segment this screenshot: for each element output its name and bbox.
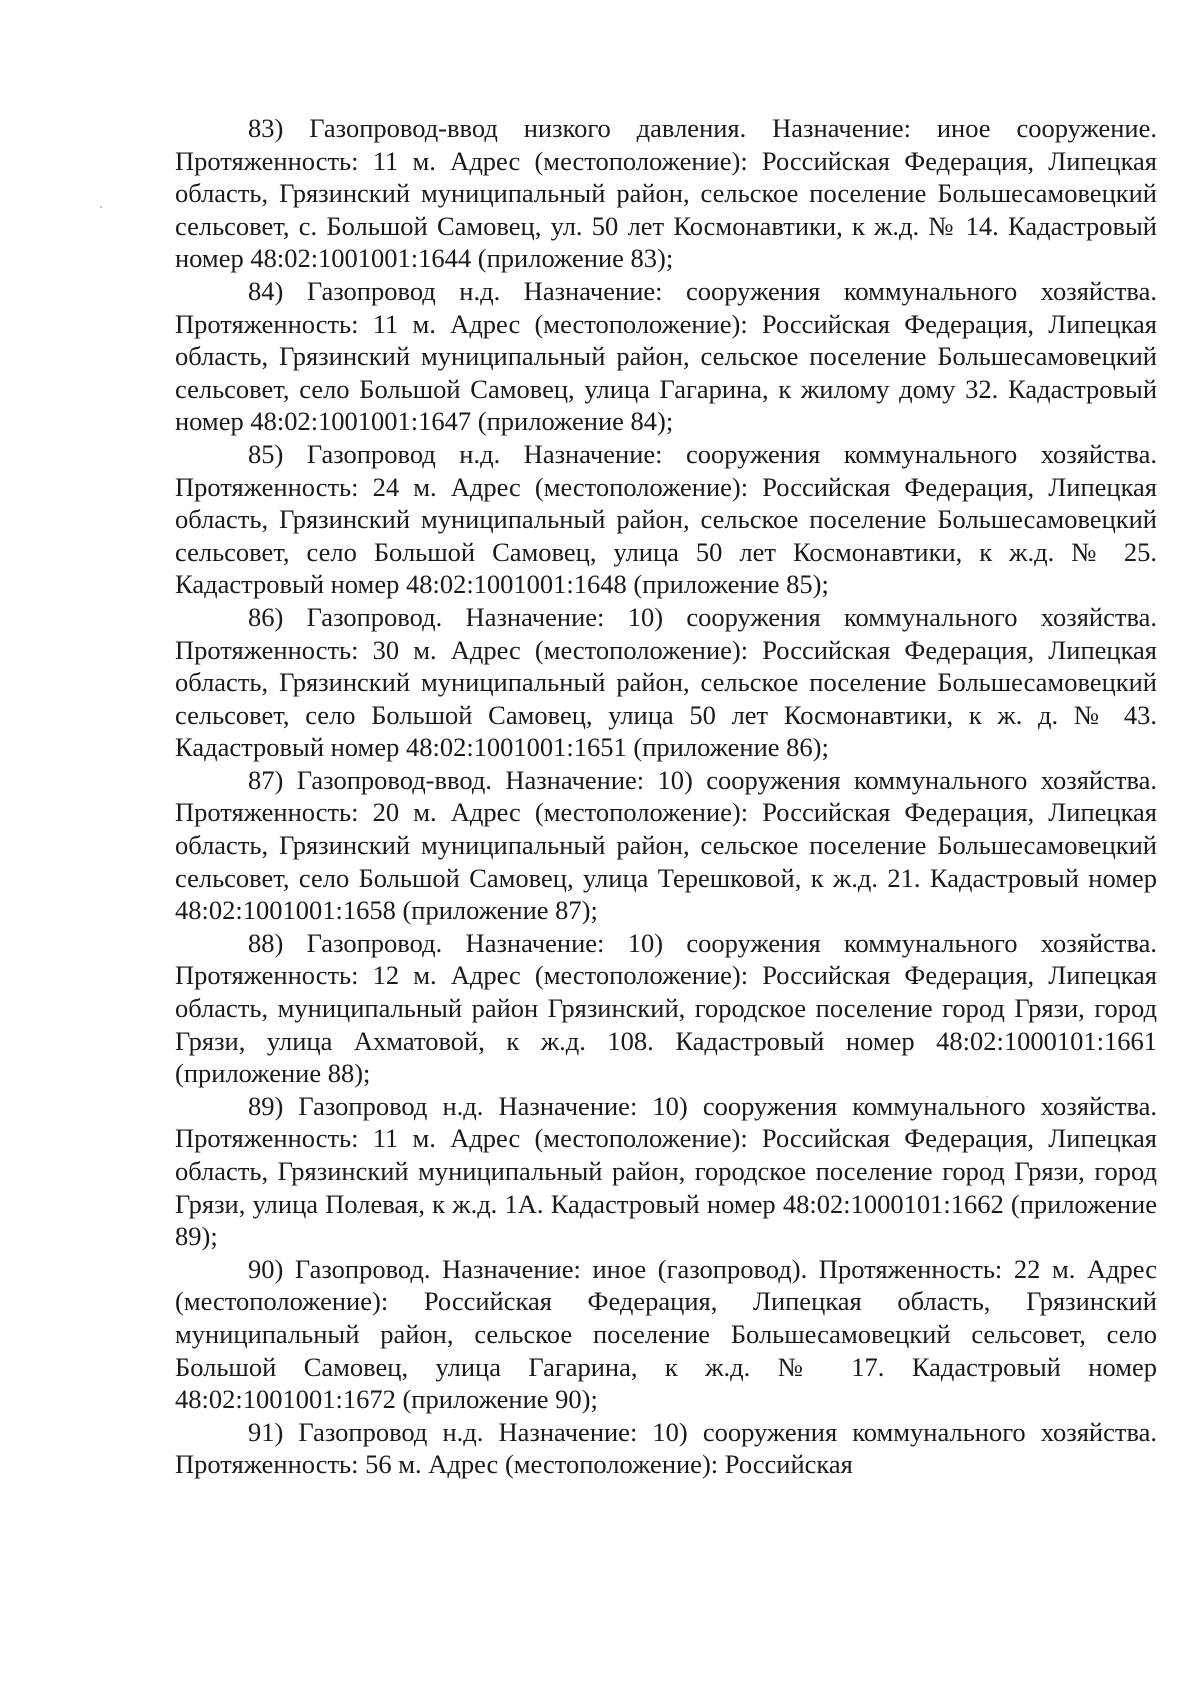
list-item-87: 87) Газопровод-ввод. Назначение: 10) сооружения коммунального хозяйства. Протяженность: 20 м. Адрес (местоположение): Российская Федерация, Липецкая область, Грязинский муниципальный район, сельское поселение Большесамовецкий сельсовет, село Большой Самовец, улица Терешковой, к ж.д. 21. Кадастровый номер 48:02:1001001:1658 (приложение 87);: [175, 764, 1157, 926]
list-item-91: 91) Газопровод н.д. Назначение: 10) сооружения коммунального хозяйства. Протяженность: 56 м. Адрес (местоположение): Российская: [175, 1416, 1157, 1480]
scan-speck: [100, 206, 102, 208]
list-item-84: 84) Газопровод н.д. Назначение: сооружения коммунального хозяйства. Протяженность: 11 м. Адрес (местоположение): Российская Федерация, Липецкая область, Грязинский муниципальный район, сельское поселение Большесамовецкий сельсовет, село Большой Самовец, улица Гагарина, к жилому дому 32. Кадастровый номер 48:02:1001001:1647 (приложение 84);: [175, 275, 1157, 437]
list-item-85: 85) Газопровод н.д. Назначение: сооружения коммунального хозяйства. Протяженность: 24 м. Адрес (местоположение): Российская Федерация, Липецкая область, Грязинский муниципальный район, сельское поселение Большесамовецкий сельсовет, село Большой Самовец, улица 50 лет Космонавтики, к ж.д. № 25. Кадастровый номер 48:02:1001001:1648 (приложение 85);: [175, 438, 1157, 600]
list-item-88: 88) Газопровод. Назначение: 10) сооружения коммунального хозяйства. Протяженность: 12 м. Адрес (местоположение): Российская Федерация, Липецкая область, муниципальный район Грязинский, городское поселение город Грязи, город Грязи, улица Ахматовой, к ж.д. 108. Кадастровый номер 48:02:1000101:1661 (приложение 88);: [175, 927, 1157, 1089]
list-item-83: 83) Газопровод-ввод низкого давления. Назначение: иное сооружение. Протяженность: 11 м. Адрес (местоположение): Российская Федерация, Липецкая область, Грязинский муниципальный район, сельское поселение Большесамовецкий сельсовет, с. Большой Самовец, ул. 50 лет Космонавтики, к ж.д. № 14. Кадастровый номер 48:02:1001001:1644 (приложение 83);: [175, 113, 1157, 274]
list-item-89: 89) Газопровод н.д. Назначение: 10) сооружения коммунального хозяйства. Протяженность: 11 м. Адрес (местоположение): Российская Федерация, Липецкая область, Грязинский муниципальный район, городское поселение город Грязи, город Грязи, улица Полевая, к ж.д. 1А. Кадастровый номер 48:02:1000101:1662 (приложение 89);: [175, 1090, 1157, 1252]
document-body: [175, 112, 1157, 1481]
list-item-90: 90) Газопровод. Назначение: иное (газопровод). Протяженность: 22 м. Адрес (местоположение): Российская Федерация, Липецкая область, Грязинский муниципальный район, сельское поселение Большесамовецкий сельсовет, село Большой Самовец, улица Гагарина, к ж.д. № 17. Кадастровый номер 48:02:1001001:1672 (приложение 90);: [175, 1253, 1157, 1415]
list-item-86: 86) Газопровод. Назначение: 10) сооружения коммунального хозяйства. Протяженность: 30 м. Адрес (местоположение): Российская Федерация, Липецкая область, Грязинский муниципальный район, сельское поселение Большесамовецкий сельсовет, село Большой Самовец, улица 50 лет Космонавтики, к ж. д. № 43. Кадастровый номер 48:02:1001001:1651 (приложение 86);: [175, 601, 1157, 763]
